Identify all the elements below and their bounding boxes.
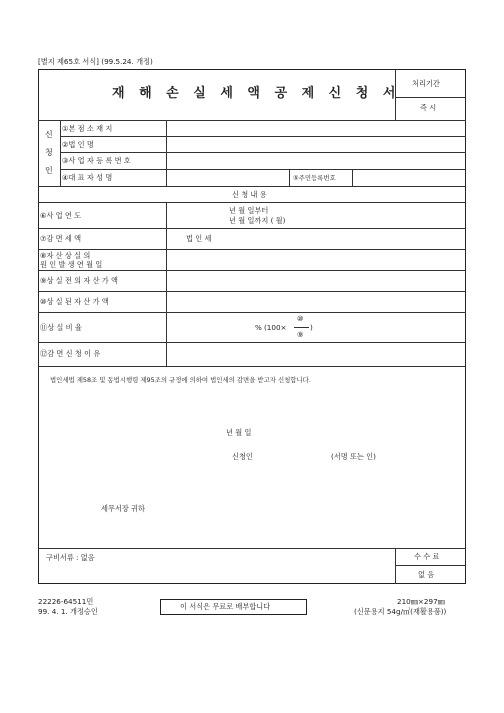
exempt-tax-value: 법 인 세 (186, 234, 212, 243)
form-number: [별지 제65호 서식] (99.5.24. 개정) (38, 57, 153, 66)
exempt-tax-label: ⑦감 면 세 액 (40, 234, 82, 243)
loss-date-label-line2: 원 인 발 생 연 월 일 (40, 260, 103, 269)
loss-date-label: ⑧자 산 상 실 의 (40, 251, 91, 260)
divider (38, 228, 466, 229)
required-documents: 구비서류 : 없음 (46, 553, 95, 562)
divider (395, 565, 466, 566)
divider (289, 169, 290, 186)
loss-ratio-percent: % (255, 323, 262, 332)
business-registration-number-field[interactable] (167, 153, 465, 169)
fee-value: 없 음 (418, 570, 435, 579)
pre-loss-asset-value-label: ⑨상 실 전 의 자 산 가 액 (40, 276, 118, 285)
resident-number-label: ⑤주민등록번호 (293, 174, 336, 182)
resident-number-field[interactable] (353, 170, 465, 186)
lost-asset-value-field[interactable] (167, 292, 465, 311)
business-year-from[interactable]: 년 월 일부터 (229, 206, 269, 215)
reduction-reason-label: ⑫감 면 신 청 이 유 (40, 349, 101, 358)
form-code: 22226-64511민 (38, 597, 94, 606)
reduction-reason-field[interactable] (167, 343, 465, 365)
signature-note: (서명 또는 인) (331, 452, 376, 461)
divider (38, 202, 466, 203)
application-content-header: 신 청 내 용 (232, 190, 267, 199)
loss-ratio-numerator: ⑩ (297, 314, 304, 323)
divider (38, 186, 466, 187)
applicant-group-label: 신 (45, 130, 53, 139)
paper-spec: (신문용지 54g/㎡(재활용품)) (354, 607, 447, 616)
fraction-bar (294, 327, 309, 328)
statement-text: 법인세법 제58조 및 동법시행령 제95조의 규정에 의하여 법인세의 감면을 받고자 신청합니다. (50, 376, 311, 384)
processing-period-value: 즉 시 (420, 103, 437, 112)
pre-loss-asset-value-field[interactable] (167, 271, 465, 290)
business-registration-number-label: ③사 업 자 등 록 번 호 (62, 156, 131, 165)
date-line[interactable]: 년 월 일 (226, 428, 252, 437)
divider (395, 97, 466, 98)
addressee: 세무서장 귀하 (101, 504, 145, 513)
applicant-group-label: 인 (45, 166, 53, 175)
applicant-sign-label: 신청인 (232, 452, 253, 461)
loss-date-field[interactable] (167, 250, 465, 269)
representative-name-label: ④대 표 자 성 명 (62, 173, 113, 182)
divider (60, 120, 61, 186)
approval-date: 99. 4. 1. 개정승인 (38, 607, 98, 616)
loss-ratio-formula-right: ) (310, 323, 313, 332)
fee-label: 수 수 료 (414, 552, 440, 561)
loss-ratio-denominator: ⑨ (297, 330, 304, 339)
free-notice: 이 서식은 무료로 배부합니다 (180, 602, 271, 611)
paper-size: 210㎜×297㎜ (397, 597, 445, 606)
lost-asset-value-label: ⑩상 실 된 자 산 가 액 (40, 297, 109, 306)
head-office-address-label: ①본 점 소 재 지 (62, 124, 113, 133)
divider (38, 366, 466, 367)
corporation-name-field[interactable] (167, 137, 465, 152)
form-title: 재 해 손 실 세 액 공 제 신 청 서 (112, 86, 401, 101)
representative-name-field[interactable] (167, 170, 288, 186)
corporation-name-label: ②법 인 명 (62, 140, 94, 149)
business-year-label: ⑥사 업 연 도 (40, 211, 82, 220)
divider (38, 548, 466, 549)
applicant-signature-field[interactable] (265, 448, 327, 462)
business-year-to[interactable]: 년 월 일까지 ( 월) (229, 216, 286, 225)
divider (38, 312, 466, 313)
loss-ratio-formula-left: (100× (264, 323, 287, 332)
divider (395, 69, 396, 120)
loss-ratio-label: ⑪상 실 비 율 (40, 323, 82, 332)
exempt-tax-field[interactable] (220, 230, 465, 248)
divider (395, 548, 396, 584)
applicant-group-label: 청 (45, 148, 53, 157)
processing-period-label: 처리기간 (412, 79, 440, 88)
head-office-address-field[interactable] (167, 121, 465, 136)
